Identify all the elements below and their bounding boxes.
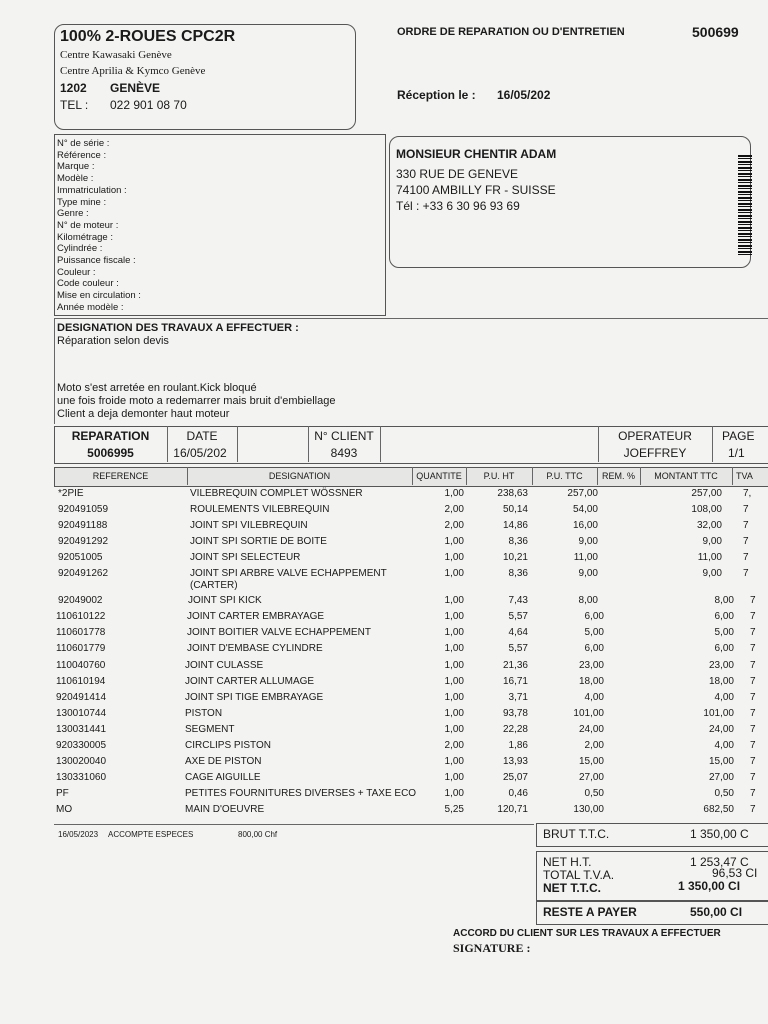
cell-pu-ttc: 257,00 [567,488,598,499]
cell-pu-ht: 10,21 [502,552,528,563]
table-row [0,643,768,659]
cell-pu-ht: 7,43 [508,595,528,606]
works-top-rule [54,318,768,319]
deposit-label: ACCOMPTE ESPECES [108,830,194,839]
cell-tva: 7 [750,627,756,638]
table-row [0,611,768,627]
col-reference: REFERENCE [92,471,149,481]
cell-amount: 0,50 [714,788,734,799]
repair-header-divider [237,426,238,462]
vehicle-field: Genre : [57,208,89,220]
cell-designation: PETITES FOURNITURES DIVERSES + TAXE ECO [185,788,417,799]
cell-qty: 1,00 [444,756,464,767]
cell-amount: 24,00 [708,724,734,735]
table-row [0,756,768,772]
cell-pu-ht: 3,71 [508,692,528,703]
vehicle-field: N° de moteur : [57,219,119,231]
vehicle-field: Kilométrage : [57,231,113,243]
client-name: MONSIEUR CHENTIR ADAM [396,147,557,161]
cell-designation: SEGMENT [185,724,235,735]
col-amount: MONTANT TTC [654,471,718,481]
table-row [0,724,768,740]
cell-ref: MO [56,804,73,815]
table-row [0,660,768,676]
cell-qty: 1,00 [444,788,464,799]
cell-tva: 7 [750,643,756,654]
table-row [0,740,768,756]
cell-amount: 27,00 [708,772,734,783]
cell-ref: PF [56,788,69,799]
cell-designation: JOINT SPI ARBRE VALVE ECHAPPEMENT (CARTER) [190,568,387,591]
cell-designation: JOINT CARTER EMBRAYAGE [187,611,325,622]
client-number-value: 8493 [330,446,358,460]
works-line-1: Réparation selon devis [57,335,169,347]
cell-qty: 5,25 [444,804,464,815]
cell-pu-ttc: 6,00 [584,611,604,622]
vehicle-field: Référence : [57,149,107,161]
cell-pu-ht: 120,71 [497,804,528,815]
cell-tva: 7 [750,708,756,719]
repair-label: REPARATION [71,429,150,443]
shop-tel-label: TEL : [60,98,89,112]
client-address-2: 74100 AMBILLY FR - SUISSE [396,183,556,197]
cell-ref: 110610122 [56,611,106,622]
cell-pu-ttc: 18,00 [578,676,604,687]
cell-designation: JOINT CULASSE [185,660,264,671]
cell-pu-ht: 93,78 [502,708,528,719]
shop-name: 100% 2-ROUES CPC2R [60,28,236,45]
date-label: DATE [186,429,218,443]
tva-label: TOTAL T.V.A. [543,868,615,882]
operator-label: OPERATEUR [618,429,692,443]
cell-tva: 7 [750,788,756,799]
col-rem: REM. % [601,471,635,481]
reception-label: Réception le : [397,88,476,102]
cell-designation: VILEBREQUIN COMPLET WÖSSNER [190,488,363,499]
cell-qty: 1,00 [444,643,464,654]
cell-pu-ht: 13,93 [502,756,528,767]
cell-ref: 130331060 [56,772,107,783]
cell-pu-ttc: 8,00 [578,595,598,606]
cell-ref: 92051005 [58,552,103,563]
cell-ref: 920491059 [58,504,109,515]
cell-designation: JOINT SPI SORTIE DE BOITE [190,536,327,547]
deposit-amount: 800,00 Chf [238,830,278,839]
cell-designation: ROULEMENTS VILEBREQUIN [190,504,330,515]
cell-pu-ht: 1,86 [508,740,528,751]
cell-qty: 1,00 [444,676,464,687]
cell-pu-ttc: 4,00 [584,692,604,703]
col-pu-ttc: P.U. TTC [546,471,583,481]
cell-designation: JOINT SPI VILEBREQUIN [190,520,308,531]
cell-pu-ht: 50,14 [502,504,528,515]
cell-pu-ttc: 16,00 [572,520,598,531]
cell-tva: 7 [743,536,749,547]
cell-pu-ht: 4,64 [508,627,528,638]
cell-ref: 920491188 [58,520,108,531]
net-ttc-label: NET T.T.C. [543,881,602,895]
cell-amount: 4,00 [714,692,734,703]
cell-amount: 101,00 [703,708,734,719]
cell-amount: 15,00 [708,756,734,767]
table-row [0,772,768,788]
cell-ref: 130010744 [56,708,107,719]
cell-pu-ht: 5,57 [508,611,528,622]
client-address-1: 330 RUE DE GENEVE [396,167,519,181]
cell-pu-ht: 21,36 [502,660,528,671]
cell-ref: 920491292 [58,536,109,547]
reception-date: 16/05/202 [497,88,551,102]
vehicle-field: Année modèle : [57,301,124,313]
deposit-date: 16/05/2023 [58,830,99,839]
cell-designation: JOINT SPI TIGE EMBRAYAGE [185,692,324,703]
order-number: 500699 [692,24,739,40]
reste-label: RESTE A PAYER [543,905,637,919]
cell-ref: 110601779 [56,643,106,654]
cell-pu-ht: 14,86 [502,520,528,531]
cell-ref: 920491414 [56,692,107,703]
vehicle-field: Immatriculation : [57,184,127,196]
table-row [0,788,768,804]
cell-tva: 7 [750,772,756,783]
table-row [0,552,768,568]
client-phone: Tél : +33 6 30 96 93 69 [396,199,520,213]
cell-pu-ht: 238,63 [497,488,528,499]
vehicle-field: Marque : [57,161,95,173]
shop-line-2: Centre Aprilia & Kymco Genève [60,65,206,77]
cell-amount: 23,00 [708,660,734,671]
cell-qty: 1,00 [444,488,464,499]
vehicle-field: Mise en circulation : [57,290,141,302]
brut-value: 1 350,00 C [690,827,749,841]
cell-ref: 920491262 [58,568,109,579]
cell-ref: 110040760 [56,660,106,671]
brut-label: BRUT T.T.C. [543,827,610,841]
cell-tva: 7 [743,552,749,563]
cell-qty: 2,00 [444,504,464,515]
cell-qty: 1,00 [444,772,464,783]
cell-designation: AXE DE PISTON [185,756,262,767]
vehicle-field: N° de série : [57,138,110,149]
cell-qty: 2,00 [444,520,464,531]
works-note-1: Moto s'est arretée en roulant.Kick bloqué [57,382,257,394]
table-row [0,692,768,708]
cell-pu-ttc: 23,00 [578,660,604,671]
cell-pu-ttc: 11,00 [573,552,598,563]
cell-amount: 9,00 [702,568,722,579]
cell-pu-ttc: 6,00 [584,643,604,654]
vehicle-field: Code couleur : [57,278,119,290]
cell-designation: JOINT D'EMBASE CYLINDRE [187,643,323,654]
repair-header-divider [712,426,713,462]
table-row [0,595,768,611]
cell-pu-ht: 8,36 [508,568,528,579]
table-row [0,520,768,536]
cell-tva: 7 [750,740,756,751]
table-row [0,708,768,724]
cell-amount: 32,00 [696,520,722,531]
client-agreement: ACCORD DU CLIENT SUR LES TRAVAUX A EFFECTUER [453,928,721,939]
column-divider [732,467,733,485]
date-value: 16/05/202 [173,446,227,460]
operator-value: JOEFFREY [623,446,687,460]
cell-pu-ttc: 27,00 [578,772,604,783]
cell-designation: CIRCLIPS PISTON [185,740,271,751]
cell-amount: 4,00 [714,740,734,751]
cell-pu-ht: 16,71 [502,676,528,687]
table-row [0,804,768,820]
net-ht-label: NET H.T. [543,855,592,869]
cell-designation: JOINT BOITIER VALVE ECHAPPEMENT [187,627,371,638]
cell-tva: 7 [750,804,756,815]
table-row [0,627,768,643]
cell-qty: 1,00 [444,611,464,622]
cell-pu-ttc: 130,00 [573,804,604,815]
tva-value: 96,53 CI [712,866,758,880]
table-row [0,504,768,520]
cell-qty: 1,00 [444,536,464,547]
order-title: ORDRE DE REPARATION OU D'ENTRETIEN [397,26,625,38]
repair-header-divider [380,426,381,462]
cell-amount: 9,00 [702,536,722,547]
shop-tel: 022 901 08 70 [110,98,187,112]
cell-designation: JOINT SPI KICK [188,595,262,606]
vehicle-fields [57,138,141,314]
cell-designation: PISTON [185,708,223,719]
page-label: PAGE [722,429,755,443]
cell-pu-ttc: 2,00 [584,740,604,751]
cell-pu-ht: 22,28 [502,724,528,735]
vehicle-field: Puissance fiscale : [57,255,136,267]
cell-tva: 7 [750,676,756,687]
works-note-2: une fois froide moto a redemarrer mais bruit d'embiellage [57,395,336,407]
col-tva: TVA [736,471,753,481]
barcode [738,155,752,255]
cell-qty: 1,00 [444,595,464,606]
cell-qty: 1,00 [444,552,464,563]
cell-ref: 920330005 [56,740,107,751]
cell-pu-ttc: 54,00 [572,504,598,515]
cell-amount: 8,00 [714,595,734,606]
cell-tva: 7 [750,611,756,622]
table-row [0,536,768,552]
cell-tva: 7 [750,595,756,606]
cell-designation: MAIN D'OEUVRE [185,804,265,815]
works-left-rule [54,318,55,424]
cell-designation: JOINT CARTER ALLUMAGE [185,676,315,687]
cell-amount: 682,50 [703,804,734,815]
cell-ref: 110601778 [56,627,106,638]
cell-ref: *2PIE [58,488,84,499]
cell-amount: 6,00 [714,611,734,622]
cell-pu-ttc: 101,00 [573,708,604,719]
cell-amount: 18,00 [708,676,734,687]
cell-qty: 1,00 [444,692,464,703]
table-row [0,488,768,504]
col-pu-ht: P.U. HT [483,471,515,481]
cell-ref: 92049002 [58,595,103,606]
vehicle-field: Modèle : [57,173,94,185]
cell-pu-ttc: 9,00 [578,568,598,579]
net-ht-value: 1 253,47 C [690,855,749,869]
col-quantity: QUANTITE [416,471,462,481]
cell-qty: 2,00 [444,740,464,751]
shop-line-1: Centre Kawasaki Genève [60,49,172,61]
cell-qty: 1,00 [444,724,464,735]
net-ttc-value: 1 350,00 CI [678,879,741,893]
cell-qty: 1,00 [444,627,464,638]
vehicle-field: Couleur : [57,266,96,278]
cell-ref: 110610194 [56,676,106,687]
reste-value: 550,00 CI [690,905,743,919]
works-note-3: Client a deja demonter haut moteur [57,408,230,420]
repair-value: 5006995 [87,446,134,460]
cell-pu-ht: 25,07 [502,772,528,783]
cell-amount: 11,00 [697,552,722,563]
client-number-label: N° CLIENT [314,429,374,443]
cell-pu-ht: 8,36 [508,536,528,547]
cell-tva: 7 [750,756,756,767]
cell-tva: 7 [743,520,749,531]
cell-pu-ttc: 0,50 [584,788,604,799]
cell-ref: 130020040 [56,756,107,767]
col-designation: DESIGNATION [268,471,331,481]
works-title: DESIGNATION DES TRAVAUX A EFFECTUER : [57,322,299,334]
cell-designation: JOINT SPI SELECTEUR [190,552,301,563]
vehicle-field: Cylindrée : [57,243,103,255]
cell-tva: 7 [743,568,749,579]
cell-tva: 7 [750,692,756,703]
signature-label: SIGNATURE : [453,941,531,955]
cell-pu-ttc: 9,00 [578,536,598,547]
cell-amount: 6,00 [714,643,734,654]
shop-city: GENÈVE [110,81,161,95]
shop-postcode: 1202 [60,81,87,95]
table-row [0,676,768,692]
cell-tva: 7 [750,724,756,735]
cell-pu-ttc: 15,00 [578,756,604,767]
cell-qty: 1,00 [444,568,464,579]
cell-amount: 5,00 [714,627,734,638]
cell-qty: 1,00 [444,708,464,719]
page-value: 1/1 [728,446,745,460]
vehicle-field: Type mine : [57,196,107,208]
cell-designation: CAGE AIGUILLE [185,772,261,783]
cell-tva: 7 [743,504,749,515]
cell-pu-ttc: 24,00 [578,724,604,735]
cell-qty: 1,00 [444,660,464,671]
cell-tva: 7 [750,660,756,671]
cell-pu-ht: 5,57 [508,643,528,654]
deposit-rule [54,824,534,825]
cell-pu-ttc: 5,00 [584,627,604,638]
cell-amount: 257,00 [691,488,722,499]
table-row [0,568,768,596]
cell-amount: 108,00 [691,504,722,515]
cell-pu-ht: 0,46 [508,788,528,799]
cell-tva: 7, [743,488,752,499]
cell-ref: 130031441 [56,724,107,735]
